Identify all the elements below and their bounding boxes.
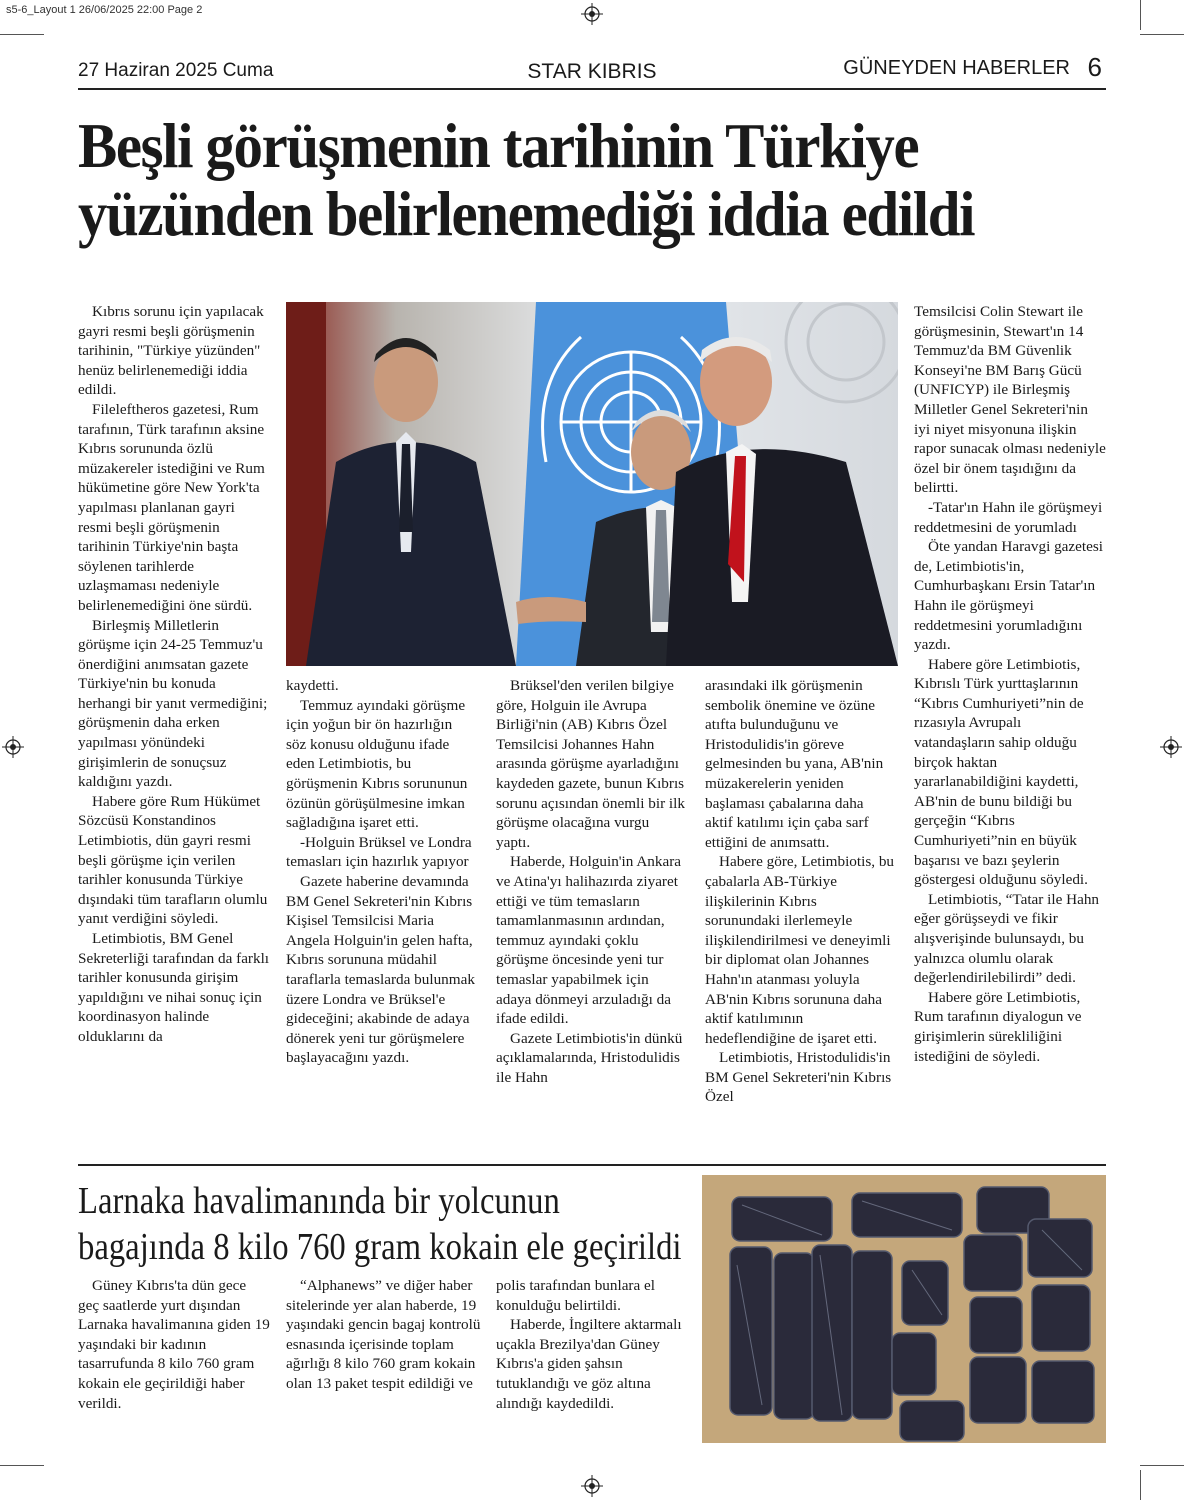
trim-mark <box>1140 34 1184 35</box>
paragraph: Gazete Letimbiotis'in dünkü açıklamalarında, Hristodulidis ile Hahn <box>496 1029 683 1086</box>
issue-date: 27 Haziran 2025 Cuma <box>78 60 274 81</box>
paragraph: Kıbrıs sorunu için yapılacak gayri resmi beşli görüşmenin tarihinin, "Türkiye yüzünden" henüz belirlenemediği iddia edildi. <box>78 303 264 399</box>
newspaper-name: STAR KIBRIS <box>527 60 657 83</box>
paragraph: polis tarafından bunlara el konulduğu belirtildi. <box>496 1277 655 1314</box>
headline-line: Beşli görüşmenin tarihinin Türkiye <box>78 110 919 181</box>
paragraph: “Alphanews” ve diğer haber sitelerinde yer alan haberde, 19 yaşındaki gencin bagaj kontrolü esnasında içerisinde toplam ağırlığı 8 kilo 760 gram kokain olan 13 paket tespit edildiği ve <box>286 1277 481 1392</box>
article2-column-1 <box>78 1276 270 1413</box>
paragraph: Gazete haberine devamında BM Genel Sekreteri'nin Kıbrıs Kişisel Temsilcisi Maria Angela Holguin'in gelen hafta, Kıbrıs sorununa müdahil taraflarla temaslarda bulunmak üzere Londra ve Brüksel'e gideceğini; akabinde de adaya dönerek yeni tur görüşmelere başlayacağını yazdı. <box>286 872 475 1067</box>
trim-mark <box>0 34 44 35</box>
paragraph: Letimbiotis, Hristodulidis'in BM Genel Sekreteri'nin Kıbrıs Özel <box>705 1049 892 1106</box>
headline-line: yüzünden belirlenemediği iddia edildi <box>78 178 975 249</box>
article-column-5 <box>914 302 1106 1066</box>
paragraph: kaydetti. <box>286 677 339 694</box>
paragraph: Habere göre Letimbiotis, Kıbrıslı Türk yurttaşlarının “Kıbrıs Cumhuriyeti”nin de rızasıyla Avrupalı vatandaşların sahip olduğu birçok haktan yararlanabildiğini kaydetti, AB'nin de bunu bildiği bu gerçeğin “Kıbrıs Cumhuriyeti”nin en büyük başarısı ve bazı şeylerin göstergesi olduğunu söyledi. <box>914 655 1088 889</box>
paragraph: Güney Kıbrıs'ta dün gece geç saatlerde yurt dışından Larnaka havalimanına giden 19 yaşındaki bir kadının tasarrufunda 8 kilo 760 gram kokain ele geçirildiği haber verildi. <box>78 1277 270 1412</box>
photo-illustration <box>286 302 898 666</box>
paragraph: Fileleftheros gazetesi, Rum tarafının, Türk tarafının aksine Kıbrıs sorununda özlü müzakereler istediğini ve Rum hükümetine göre New York'ta yapılması planlanan gayri resmi beşli görüşmenin tarihinin Türkiye'nin başta söylenen tarihlerde uzlaşmaması nedeniyle belirlenemediğini öne sürdü. <box>78 400 265 614</box>
paragraph: Habere göre Letimbiotis, Rum tarafının diyalogun ve girişimlerin sürekliliğini istediğini de söyledi. <box>914 988 1082 1065</box>
paragraph: Habere göre Rum Hükümet Sözcüsü Konstandinos Letimbiotis, dün gayri resmi beşli görüşme için verilen tarihler konusunda Türkiye dışındaki tüm tarafların olumlu yanıt verdiğini söyledi. <box>78 792 268 928</box>
article-column-3 <box>496 676 686 1087</box>
article-divider <box>78 1164 1106 1166</box>
registration-mark-icon <box>581 1475 603 1497</box>
main-headline <box>78 112 1035 248</box>
header-rule <box>78 88 1106 90</box>
paragraph: Temsilcisi Colin Stewart ile görüşmesinin, Stewart'ın 14 Temmuz'da BM Güvenlik Konseyi'ne BM Barış Gücü (UNFICYP) ile Birleşmiş Milletler Genel Sekreteri'nin iyi niyet misyonuna ilişkin rapor sunacak olması nedeniyle özel bir önem taşıdığını da belirtti. <box>914 303 1106 497</box>
paragraph: Haberde, Holguin'in Ankara ve Atina'yı halihazırda ziyaret ettiği ve tüm temasların tamamlanmasının ardından, temmuz ayındaki çoklu görüşme öncesinde yeni tur temaslar yapabilmek için adaya dönmeyi arzuladığı da ifade edildi. <box>496 853 682 1028</box>
section-name: GÜNEYDEN HABERLER <box>843 57 1070 79</box>
secondary-headline <box>78 1178 682 1270</box>
registration-mark-icon <box>1160 736 1182 758</box>
article2-column-3 <box>496 1276 692 1413</box>
article-column-1 <box>78 302 270 1047</box>
trim-mark <box>1140 1465 1184 1466</box>
registration-mark-icon <box>581 3 603 25</box>
page-number: 6 <box>1087 52 1102 82</box>
paragraph: Brüksel'den verilen bilgiye göre, Holguin ile Avrupa Birliği'nin (AB) Kıbrıs Özel Temsilcisi Johannes Hahn arasında görüşme ayarladığını kaydeden gazete, bunun Kıbrıs sorunu açısından önemli bir ilk görüşme olacağına vurgu yaptı. <box>496 677 685 851</box>
paragraph: Letimbiotis, “Tatar ile Hahn eğer görüşseydi ve fikir alışverişinde bulunsaydı, bu yalnızca olumlu olarak değerlendirilebilirdi” dedi. <box>914 890 1100 987</box>
trim-mark <box>1140 0 1141 30</box>
paragraph: Letimbiotis, BM Genel Sekreterliği tarafından da farklı tarihler konusunda girişim yapıldığını ve nihai sonuç için koordinasyon halinde olduklarını da <box>78 930 270 1045</box>
subheading: -Holguin Brüksel ve Londra temasları için hazırlık yapıyor <box>286 833 472 871</box>
article2-column-2 <box>286 1276 484 1394</box>
article-column-2 <box>286 676 476 1068</box>
photo-illustration <box>702 1175 1106 1443</box>
trim-mark <box>1140 1470 1141 1500</box>
headline-line: Larnaka havalimanında bir yolcunun <box>78 1180 560 1222</box>
news-photo-leaders <box>286 302 898 666</box>
print-slug: s5-6_Layout 1 26/06/2025 22:00 Page 2 <box>6 4 203 16</box>
headline-line: bagajında 8 kilo 760 gram kokain ele geçirildi <box>78 1226 682 1268</box>
paragraph: Haberde, İngiltere aktarmalı uçakla Brezilya'dan Güney Kıbrıs'a giden şahsın tutuklandığı ve göz altına alındığı kaydedildi. <box>496 1316 682 1412</box>
trim-mark <box>0 1465 44 1466</box>
news-photo-cocaine-packages <box>702 1175 1106 1443</box>
paragraph: Temmuz ayındaki görüşme için yoğun bir ön hazırlığın söz konusu olduğunu ifade eden Letimbiotis, bu görüşmenin Kıbrıs sorununun özünün görüşülmesine imkan sağladığına işaret etti. <box>286 696 468 832</box>
article-column-4 <box>705 676 895 1107</box>
registration-mark-icon <box>2 736 24 758</box>
paragraph: Öte yandan Haravgi gazetesi de, Letimbiotis'in, Cumhurbaşkanı Ersin Tatar'ın Hahn ile görüşmeyi reddetmesini yorumladığını yazdı. <box>914 538 1103 654</box>
paragraph: Habere göre, Letimbiotis, bu çabalarla AB-Türkiye ilişkilerinin Kıbrıs sorunundaki ilerlemeyle ilişkilendirilmesi ve deneyimli bir diplomat olan Johannes Hahn'ın atanması yoluyla AB'nin Kıbrıs sorununa daha aktif katılımının hedeflendiğine de işaret etti. <box>705 853 895 1047</box>
paragraph: arasındaki ilk görüşmenin sembolik önemine ve özüne atıfta bulunduğunu ve Hristodulidis'in göreve gelmesinden bu yana, AB'nin müzakerelerin yeniden başlaması çabalarına daha aktif katılımı için çaba sarf ettiğini de anımsattı. <box>705 677 884 851</box>
paragraph: Birleşmiş Milletlerin görüşme için 24-25 Temmuz'u önerdiğini anımsatan gazete Türkiye'nin bu konuda herhangi bir yanıt vermediğini; görüşmenin daha erken yapılması yönündeki girişimlerin de sonuçsuz kaldığını yazdı. <box>78 616 268 791</box>
subheading: -Tatar'ın Hahn ile görüşmeyi reddetmesini de yorumladı <box>914 498 1103 536</box>
